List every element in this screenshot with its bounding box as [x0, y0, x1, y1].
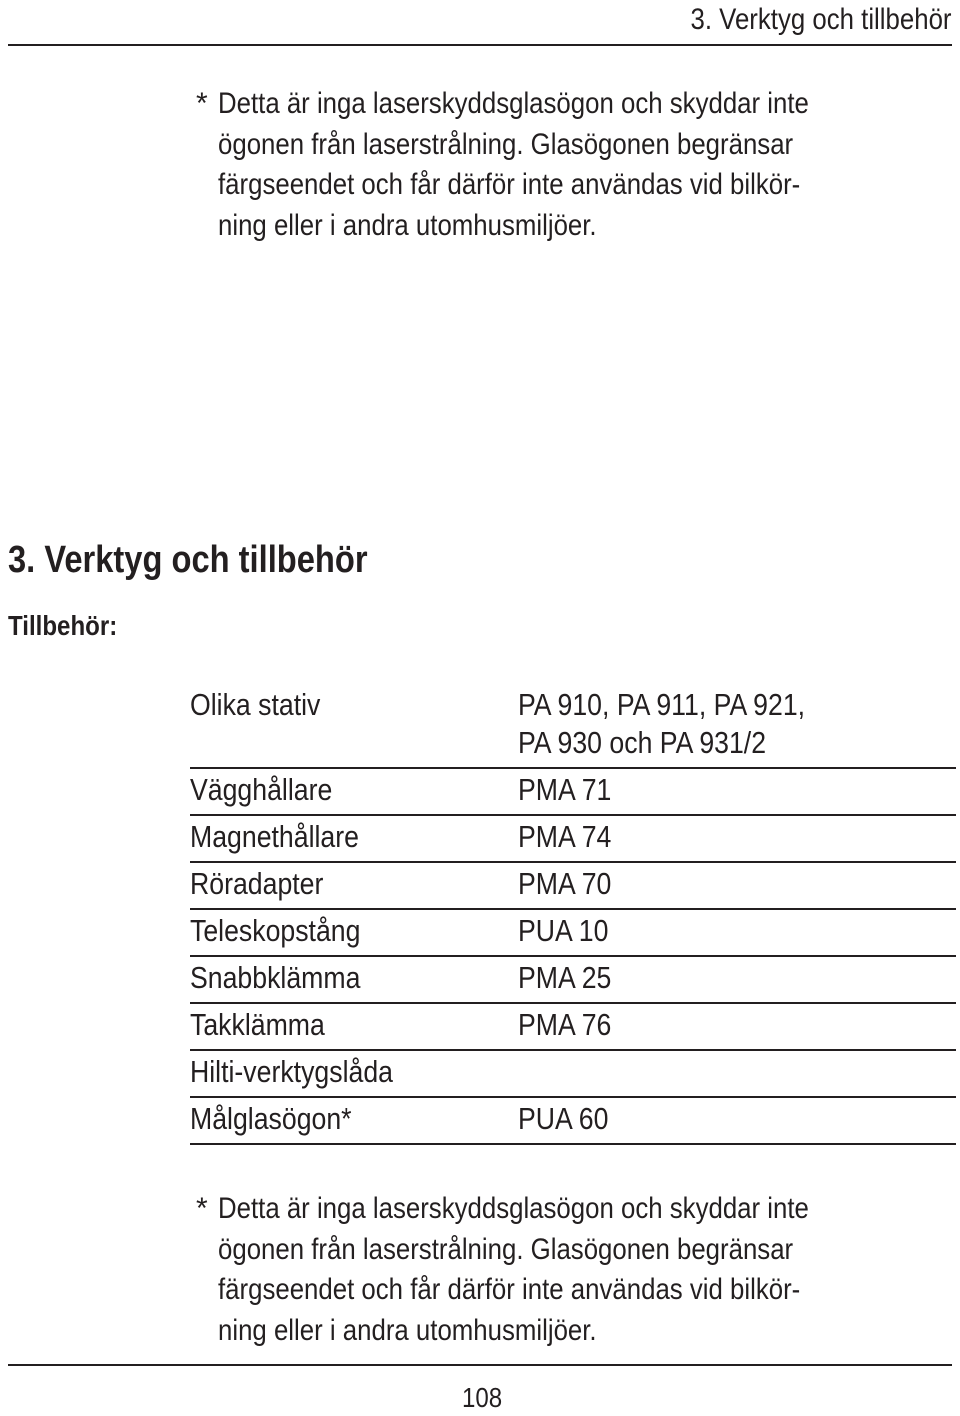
accessory-code-line: PMA 71	[518, 772, 612, 807]
accessory-name: Magnethållare	[190, 819, 359, 854]
table-row	[190, 1051, 956, 1098]
accessory-name: Hilti-verktygslåda	[190, 1054, 393, 1089]
table-row	[190, 957, 956, 1004]
accessory-code-line: PMA 74	[518, 819, 612, 854]
table-row	[190, 684, 956, 769]
note-asterisk: *	[196, 1192, 208, 1225]
accessory-code	[518, 912, 608, 950]
table-row	[190, 1004, 956, 1051]
accessory-name: Snabbklämma	[190, 960, 361, 995]
accessory-name: Vägghållare	[190, 772, 333, 807]
note-line: Detta är inga laserskyddsglasögon och skyddar inte	[218, 1192, 809, 1225]
accessory-name: Teleskopstång	[190, 913, 361, 948]
note-line: ning eller i andra utomhusmiljöer.	[218, 1313, 597, 1347]
laser-glasses-note-bottom	[196, 1189, 956, 1351]
accessory-name: Olika stativ	[190, 687, 321, 722]
accessory-name: Takklämma	[190, 1007, 325, 1042]
note-asterisk: *	[196, 87, 208, 120]
accessory-code-line: PA 930 och PA 931/2	[518, 725, 767, 760]
header-divider	[8, 44, 952, 46]
accessory-code	[518, 1006, 611, 1044]
accessory-code	[518, 818, 611, 856]
accessory-code-line: PMA 70	[518, 866, 612, 901]
footer-divider	[8, 1364, 952, 1366]
accessory-code-line: PUA 10	[518, 913, 609, 948]
accessory-code	[518, 865, 611, 903]
note-line: ögonen från laserstrålning. Glasögonen begränsar	[218, 1232, 794, 1266]
accessory-code	[518, 1100, 608, 1138]
note-line: Detta är inga laserskyddsglasögon och skyddar inte	[218, 87, 809, 120]
table-row	[190, 910, 956, 957]
accessory-code	[518, 686, 805, 762]
section-heading: 3. Verktyg och tillbehör	[8, 539, 368, 581]
page-number: 108	[462, 1382, 503, 1413]
accessory-code	[518, 959, 611, 997]
accessories-subheading: Tillbehör:	[8, 610, 118, 641]
accessory-code-line: PA 910, PA 911, PA 921,	[518, 687, 806, 722]
accessory-code-line: PUA 60	[518, 1101, 609, 1136]
accessory-code	[518, 771, 611, 809]
accessories-table	[190, 684, 956, 1145]
table-row	[190, 769, 956, 816]
accessory-code-line: PMA 76	[518, 1007, 612, 1042]
note-line: ögonen från laserstrålning. Glasögonen begränsar	[218, 127, 794, 161]
accessory-name: Målglasögon*	[190, 1101, 352, 1136]
table-row	[190, 816, 956, 863]
running-header: 3. Verktyg och tillbehör	[690, 3, 952, 36]
note-line: färgseendet och får därför inte användas vid bilkör-	[218, 1273, 801, 1306]
note-line: färgseendet och får därför inte användas vid bilkör-	[218, 168, 801, 201]
laser-glasses-note-top	[196, 84, 956, 246]
note-line: ning eller i andra utomhusmiljöer.	[218, 208, 597, 242]
accessory-name: Röradapter	[190, 866, 324, 901]
table-row	[190, 863, 956, 910]
accessory-code-line: PMA 25	[518, 960, 612, 995]
table-row	[190, 1098, 956, 1145]
